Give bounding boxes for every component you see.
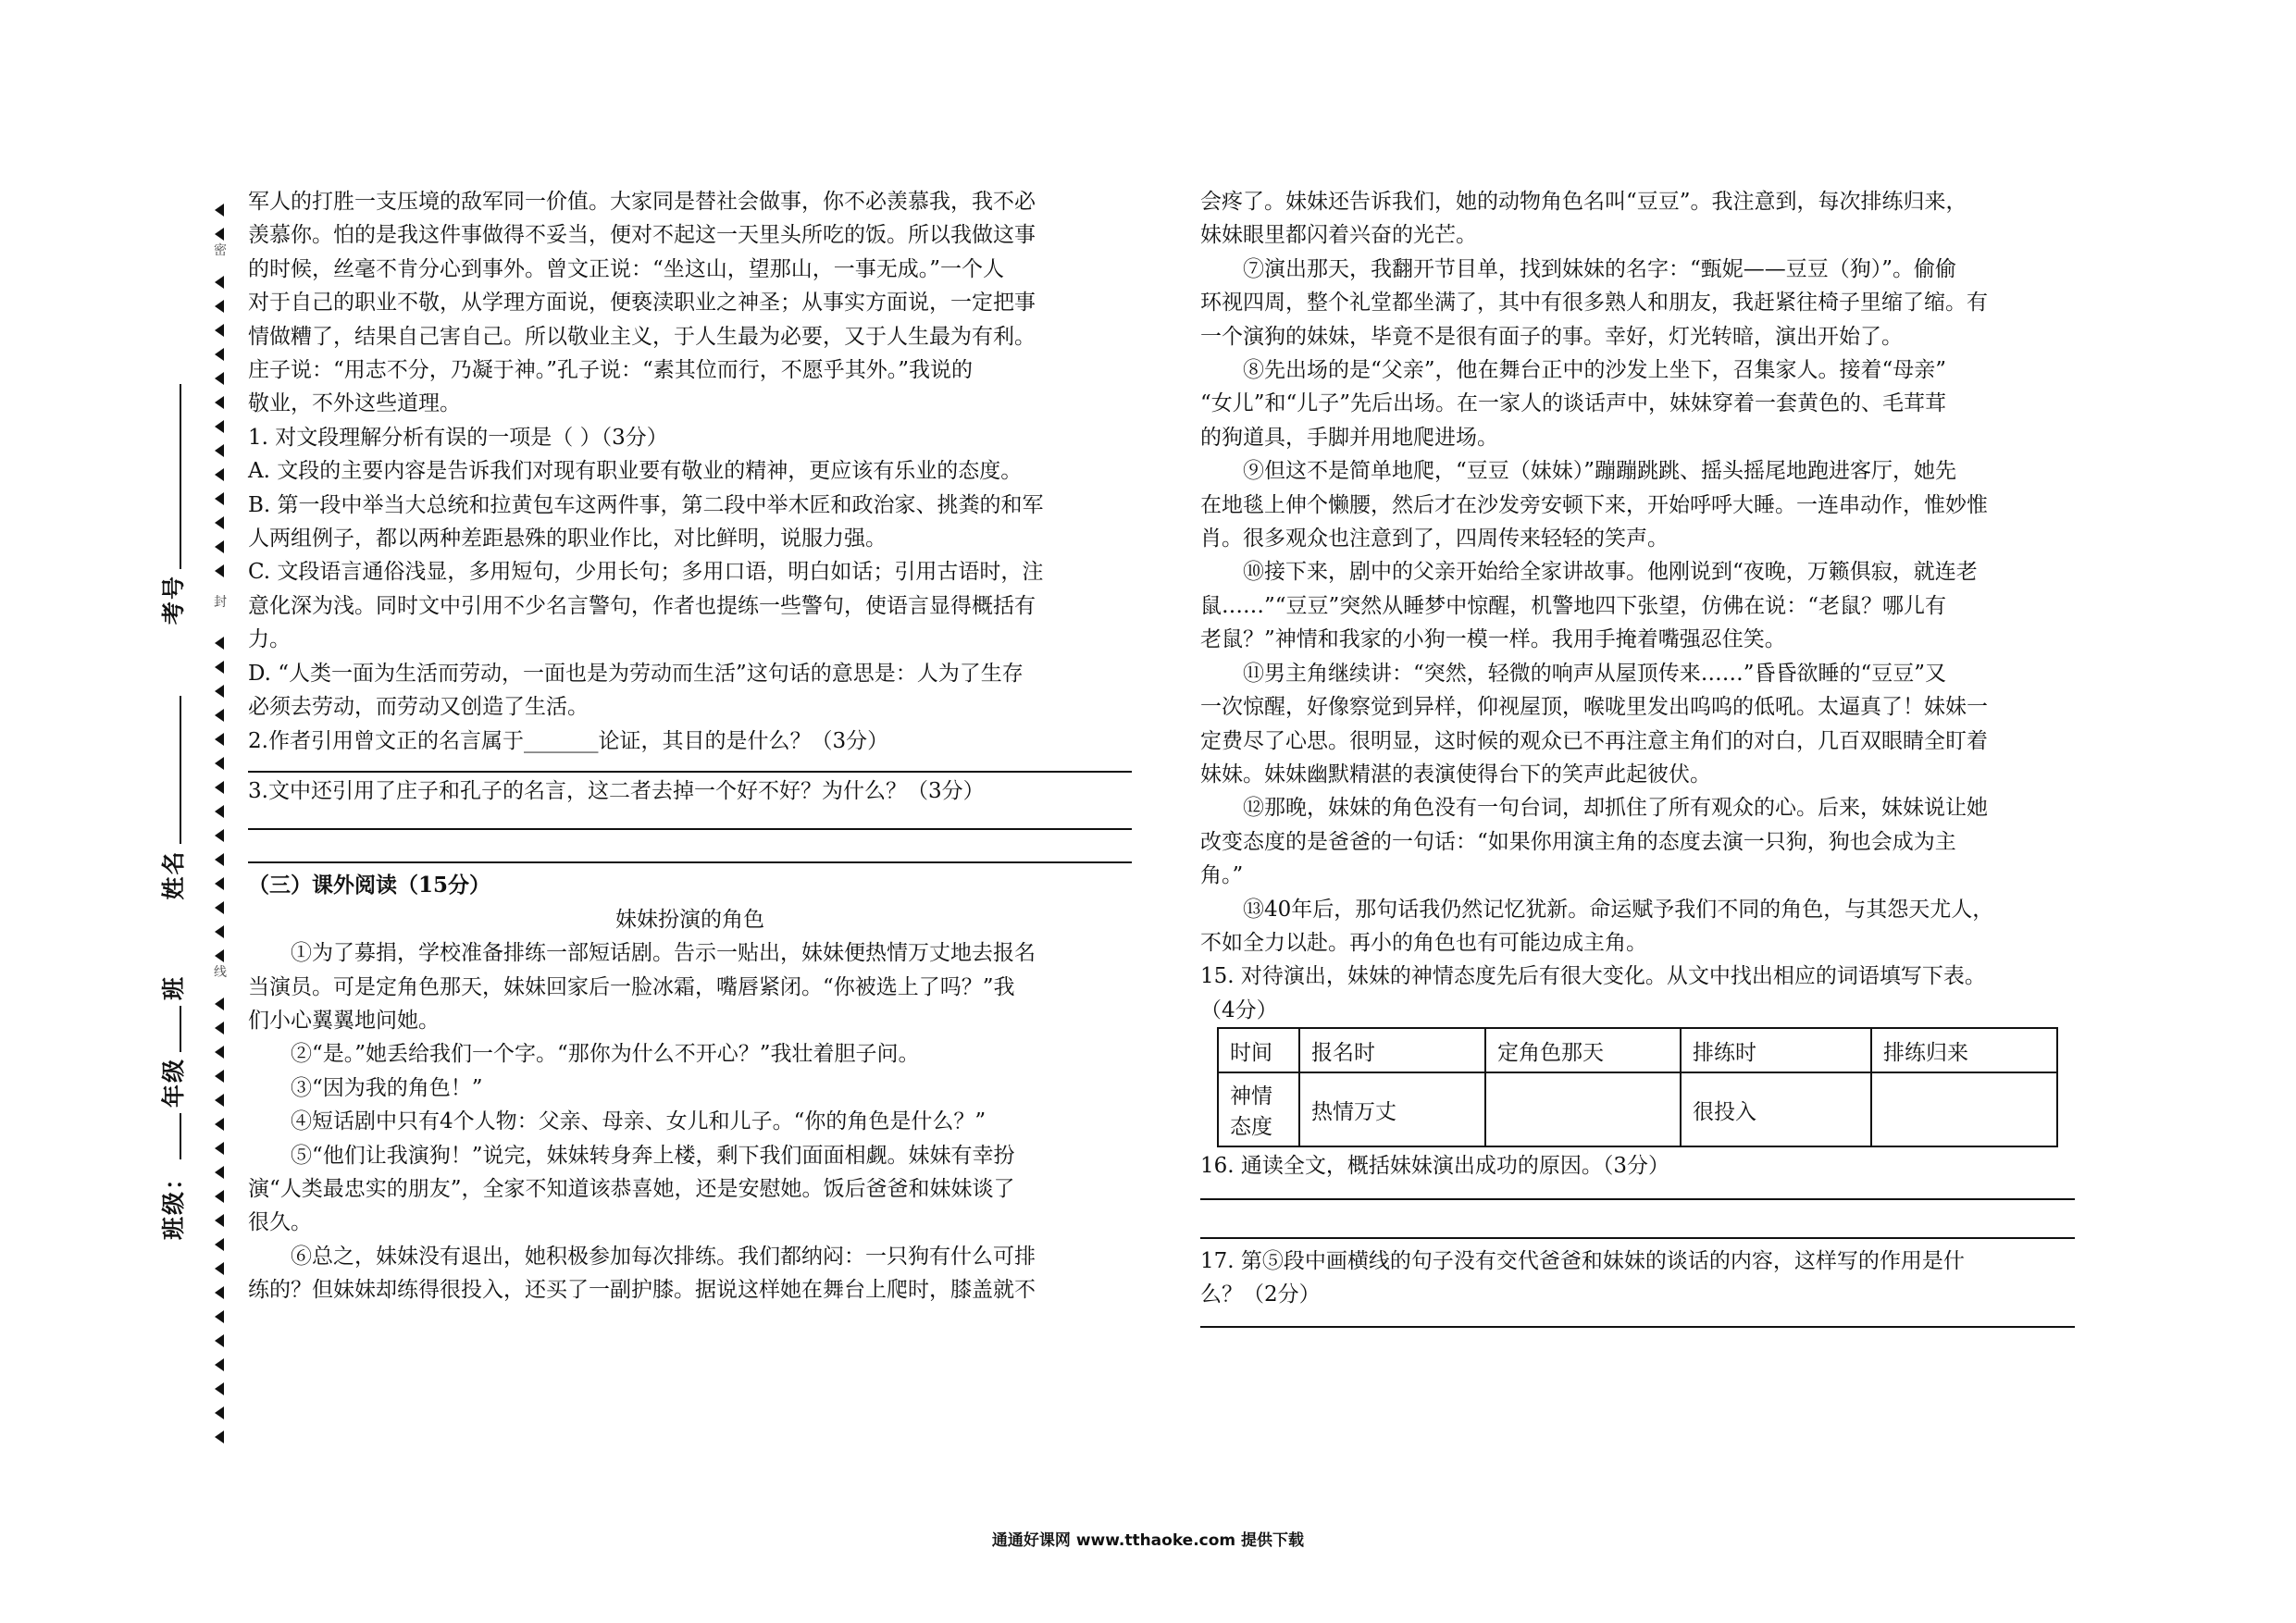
binding-triangle-mark bbox=[215, 637, 224, 650]
story-line: ⑪男主角继续讲：“突然，轻微的响声从屋顶传来……”昏昏欲睡的“豆豆”又 bbox=[1243, 661, 1947, 686]
answer-line bbox=[1200, 1326, 2075, 1328]
binding-triangle-mark bbox=[215, 1214, 224, 1227]
exam-no-label: 考号 bbox=[160, 575, 187, 626]
binding-triangle-mark bbox=[215, 1070, 224, 1083]
question-3: 3.文中还引用了庄子和孔子的名言，这二者去掉一个好不好？为什么？（3分） bbox=[248, 778, 985, 803]
table-header: 排练时 bbox=[1681, 1028, 1871, 1072]
story-line: ⑨但这不是简单地爬，“豆豆（妹妹）”蹦蹦跳跳、摇头摇尾地跑进客厅，她先 bbox=[1243, 459, 1957, 484]
passage-line: 庄子说：“用志不分，乃凝于神。”孔子说：“素其位而行，不愿乎其外。”我说的 bbox=[248, 358, 974, 383]
seal-char bbox=[211, 241, 230, 268]
story-line: 一个演狗的妹妹，毕竟不是很有面子的事。幸好，灯光转暗，演出开始了。 bbox=[1200, 324, 1903, 349]
section-heading: （三）课外阅读（15分） bbox=[248, 873, 491, 898]
passage-line: 羡慕你。怕的是我这件事做得不妥当，便对不起这一天里头所吃的饭。所以我做这事 bbox=[248, 223, 1036, 248]
story-line: 很久。 bbox=[248, 1210, 312, 1235]
binding-triangle-mark bbox=[215, 444, 224, 457]
story-line: 一次惊醒，好像察觉到异样，仰视屋顶，喉咙里发出呜呜的低吼。太逼真了！妹妹一 bbox=[1200, 695, 1988, 720]
seal-char-text: 密 bbox=[214, 243, 227, 258]
binding-triangle-mark bbox=[215, 276, 224, 289]
binding-triangle-mark bbox=[215, 540, 224, 553]
binding-triangle-mark bbox=[215, 877, 224, 890]
binding-triangle-mark bbox=[215, 1286, 224, 1299]
binding-triangle-mark bbox=[215, 1310, 224, 1323]
binding-triangle-mark bbox=[215, 348, 224, 361]
seal-char-text: 线 bbox=[214, 965, 227, 980]
table-cell: 很投入 bbox=[1681, 1072, 1871, 1146]
binding-triangle-mark bbox=[215, 1358, 224, 1371]
passage-text bbox=[248, 185, 1132, 421]
passage-line: 对于自己的职业不敬，从学理方面说，便亵渎职业之神圣；从事实方面说，一定把事 bbox=[248, 291, 1036, 316]
binding-triangle-mark bbox=[215, 925, 224, 938]
story-line: ⑥总之，妹妹没有退出，她积极参加每次排练。我们都纳闷：一只狗有什么可排 bbox=[291, 1244, 1036, 1269]
student-info-label bbox=[155, 378, 189, 1240]
seal-char-text: 封 bbox=[214, 595, 227, 610]
story-line: ⑬40年后，那句话我仍然记忆犹新。命运赋予我们不同的角色，与其怨天尤人， bbox=[1243, 897, 1994, 922]
binding-strip bbox=[211, 204, 230, 1443]
story-line: ③“因为我的角色！” bbox=[291, 1075, 483, 1100]
binding-triangle-mark bbox=[215, 805, 224, 818]
binding-triangle-mark bbox=[215, 468, 224, 481]
passage-line: 情做糟了，结果自己害自己。所以敬业主义，于人生最为必要，又于人生最为有利。 bbox=[248, 324, 1036, 349]
binding-triangle-mark bbox=[215, 1118, 224, 1131]
binding-triangle-mark bbox=[215, 1094, 224, 1107]
option-line: 力。 bbox=[248, 627, 291, 652]
story-line: 在地毯上伸个懒腰，然后才在沙发旁安顿下来，开始呼呼大睡。一连串动作，惟妙惟 bbox=[1200, 492, 1988, 517]
binding-triangle-mark bbox=[215, 492, 224, 505]
story-line: “女儿”和“儿子”先后出场。在一家人的谈话声中，妹妹穿着一套黄色的、毛茸茸 bbox=[1200, 391, 1947, 416]
binding-triangle-mark bbox=[215, 372, 224, 385]
story-line: ⑧先出场的是“父亲”，他在舞台正中的沙发上坐下，召集家人。接着“母亲” bbox=[1243, 358, 1947, 383]
story-line: 的狗道具，手脚并用地爬进场。 bbox=[1200, 425, 1498, 450]
binding-triangle-mark bbox=[215, 853, 224, 866]
mood-table bbox=[1217, 1027, 2058, 1147]
binding-triangle-mark bbox=[215, 1190, 224, 1203]
binding-triangle-mark bbox=[215, 1238, 224, 1251]
story-line: ⑦演出那天，我翻开节目单，找到妹妹的名字：“甄妮——豆豆（狗）”。偷偷 bbox=[1243, 256, 1957, 281]
name-blank bbox=[180, 697, 181, 845]
question-17-cont: 么？（2分） bbox=[1200, 1282, 1321, 1307]
binding-triangle-mark bbox=[215, 1406, 224, 1419]
binding-triangle-mark bbox=[215, 1431, 224, 1443]
binding-triangle-mark bbox=[215, 228, 224, 241]
grade-label: 年级 bbox=[160, 1057, 187, 1108]
story-line: 妹妹。妹妹幽默精湛的表演使得台下的笑声此起彼伏。 bbox=[1200, 762, 1711, 787]
class-blank bbox=[180, 1006, 181, 1052]
binding-triangle-mark bbox=[215, 1262, 224, 1275]
answer-line bbox=[1200, 1198, 2075, 1200]
story-text-left bbox=[248, 936, 1132, 1307]
story-line: 环视四周，整个礼堂都坐满了，其中有很多熟人和朋友，我赶紧往椅子里缩了缩。有 bbox=[1200, 291, 1988, 316]
row-label-line: 态度 bbox=[1230, 1115, 1272, 1140]
binding-triangle-mark bbox=[215, 901, 224, 914]
binding-triangle-mark bbox=[215, 1046, 224, 1059]
answer-line bbox=[248, 771, 1132, 773]
story-line: 们小心翼翼地问她。 bbox=[248, 1008, 440, 1033]
story-line: 改变态度的是爸爸的一句话：“如果你用演主角的态度去演一只狗，狗也会成为主 bbox=[1200, 829, 1956, 854]
binding-triangle-mark bbox=[215, 1166, 224, 1179]
row-label-line: 神情 bbox=[1230, 1084, 1272, 1109]
name-label: 姓名 bbox=[160, 849, 187, 900]
class-label: 班级： bbox=[160, 1164, 187, 1240]
table-header: 时间 bbox=[1218, 1028, 1299, 1072]
table-cell: 热情万丈 bbox=[1299, 1072, 1485, 1146]
binding-triangle-mark bbox=[215, 1022, 224, 1035]
seal-char bbox=[211, 962, 230, 990]
table-header: 排练归来 bbox=[1871, 1028, 2057, 1072]
question-1-options bbox=[248, 454, 1132, 724]
binding-triangle-mark bbox=[215, 829, 224, 842]
story-text-right bbox=[1200, 185, 2075, 960]
class-unit: 班 bbox=[160, 974, 187, 1000]
option-line: D. “人类一面为生活而劳动，一面也是为劳动而生活”这句话的意思是：人为了生存 bbox=[248, 661, 1024, 686]
story-line: 定费尽了心思。很明显，这时候的观众已不再注意主角们的对白，几百双眼睛全盯着 bbox=[1200, 728, 1988, 753]
table-header: 定角色那天 bbox=[1485, 1028, 1681, 1072]
binding-triangle-mark bbox=[215, 1142, 224, 1155]
story-line: 练的？但妹妹却练得很投入，还买了一副护膝。据说这样她在舞台上爬时，膝盖就不 bbox=[248, 1278, 1036, 1303]
option-line: 必须去劳动，而劳动又创造了生活。 bbox=[248, 695, 589, 720]
binding-triangle-mark bbox=[215, 709, 224, 722]
table-row-label bbox=[1218, 1072, 1299, 1146]
question-15-points: （4分） bbox=[1200, 997, 1278, 1022]
binding-triangle-mark bbox=[215, 949, 224, 962]
binding-triangle-mark bbox=[215, 1334, 224, 1347]
binding-triangle-mark bbox=[215, 300, 224, 313]
story-line: ⑩接下来，剧中的父亲开始给全家讲故事。他刚说到“夜晚，万籁俱寂，就连老 bbox=[1243, 560, 1978, 585]
table-header: 报名时 bbox=[1299, 1028, 1485, 1072]
option-line: 人两组例子，都以两种差距悬殊的职业作比，对比鲜明，说服力强。 bbox=[248, 527, 887, 551]
answer-line bbox=[248, 828, 1132, 830]
question-17: 17. 第⑤段中画横线的句子没有交代爸爸和妹妹的谈话的内容，这样写的作用是什 bbox=[1200, 1248, 1965, 1273]
grade-blank bbox=[180, 1113, 181, 1159]
story-line: ②“是。”她丢给我们一个字。“那你为什么不开心？”我壮着胆子问。 bbox=[291, 1042, 920, 1067]
story-line: 会疼了。妹妹还告诉我们，她的动物角色名叫“豆豆”。我注意到，每次排练归来， bbox=[1200, 190, 1967, 214]
binding-triangle-mark bbox=[215, 661, 224, 674]
table-cell[interactable] bbox=[1485, 1072, 1681, 1146]
table-cell[interactable] bbox=[1871, 1072, 2057, 1146]
binding-triangle-mark bbox=[215, 781, 224, 794]
question-16: 16. 通读全文，概括妹妹演出成功的原因。（3分） bbox=[1200, 1154, 1670, 1179]
question-1: 1. 对文段理解分析有误的一项是（ ）（3分） bbox=[248, 425, 668, 450]
story-line: ④短话剧中只有4个人物：父亲、母亲、女儿和儿子。“你的角色是什么？” bbox=[291, 1109, 987, 1134]
passage-line: 的时候，丝毫不肯分心到事外。曾文正说：“坐这山，望那山，一事无成。”一个人 bbox=[248, 256, 1005, 281]
binding-triangle-mark bbox=[215, 420, 224, 433]
story-line: 鼠……”“豆豆”突然从睡梦中惊醒，机警地四下张望，仿佛在说：“老鼠？哪儿有 bbox=[1200, 593, 1947, 618]
answer-line bbox=[248, 861, 1132, 863]
option-line: A. 文段的主要内容是告诉我们对现有职业要有敬业的精神，更应该有乐业的态度。 bbox=[248, 459, 1023, 484]
binding-triangle-mark bbox=[215, 324, 224, 337]
exam-no-blank bbox=[180, 384, 181, 569]
right-column bbox=[1200, 185, 2075, 1328]
answer-line bbox=[1200, 1237, 2075, 1239]
story-line: 肖。很多观众也注意到了，四周传来轻轻的笑声。 bbox=[1200, 527, 1669, 551]
binding-triangle-mark bbox=[215, 685, 224, 698]
story-line: 角。” bbox=[1200, 863, 1244, 888]
passage-line: 敬业，不外这些道理。 bbox=[248, 391, 461, 416]
story-line: 妹妹眼里都闪着兴奋的光芒。 bbox=[1200, 223, 1477, 248]
binding-triangle-mark bbox=[215, 757, 224, 770]
binding-triangle-mark bbox=[215, 733, 224, 746]
binding-triangle-mark bbox=[215, 204, 224, 217]
story-line: ⑫那晚，妹妹的角色没有一句台词，却抓住了所有观众的心。后来，妹妹说让她 bbox=[1243, 796, 1988, 821]
binding-triangle-mark bbox=[215, 564, 224, 577]
binding-triangle-mark bbox=[215, 396, 224, 409]
left-column bbox=[248, 185, 1132, 1307]
footer-credit: 通通好课网 www.tthaoke.com 提供下载 bbox=[991, 1531, 1305, 1550]
binding-triangle-mark bbox=[215, 997, 224, 1010]
option-line: B. 第一段中举当大总统和拉黄包车这两件事，第二段中举木匠和政治家、挑粪的和军 bbox=[248, 492, 1044, 517]
story-line: 当演员。可是定角色那天，妹妹回家后一脸冰霜，嘴唇紧闭。“你被选上了吗？”我 bbox=[248, 974, 1015, 999]
passage-line: 军人的打胜一支压境的敌军同一价值。大家同是替社会做事，你不必羡慕我，我不必 bbox=[248, 190, 1036, 214]
binding-triangle-mark bbox=[215, 1382, 224, 1395]
story-line: 老鼠？”神情和我家的小狗一模一样。我用手掩着嘴强忍住笑。 bbox=[1200, 627, 1786, 652]
question-15: 15. 对待演出，妹妹的神情态度先后有很大变化。从文中找出相应的词语填写下表。 bbox=[1200, 964, 1986, 989]
binding-triangle-mark bbox=[215, 516, 224, 529]
story-line: ⑤“他们让我演狗！”说完，妹妹转身奔上楼，剩下我们面面相觑。妹妹有幸扮 bbox=[291, 1143, 1015, 1168]
story-line: 不如全力以赴。再小的角色也有可能边成主角。 bbox=[1200, 930, 1647, 955]
story-title: 妹妹扮演的角色 bbox=[615, 907, 764, 932]
option-line: C. 文段语言通俗浅显，多用短句，少用长句；多用口语，明白如话；引用古语时，注 bbox=[248, 560, 1044, 585]
option-line: 意化深为浅。同时文中引用不少名言警句，作者也提练一些警句，使语言显得概括有 bbox=[248, 593, 1036, 618]
question-2: 2.作者引用曾文正的名言属于_______论证，其目的是什么？（3分） bbox=[248, 728, 889, 753]
story-line: 演“人类最忠实的朋友”，全家不知道该恭喜她，还是安慰她。饭后爸爸和妹妹谈了 bbox=[248, 1176, 1015, 1201]
story-line: ①为了募捐，学校准备排练一部短话剧。告示一贴出，妹妹便热情万丈地去报名 bbox=[291, 941, 1036, 966]
seal-char bbox=[211, 592, 230, 620]
